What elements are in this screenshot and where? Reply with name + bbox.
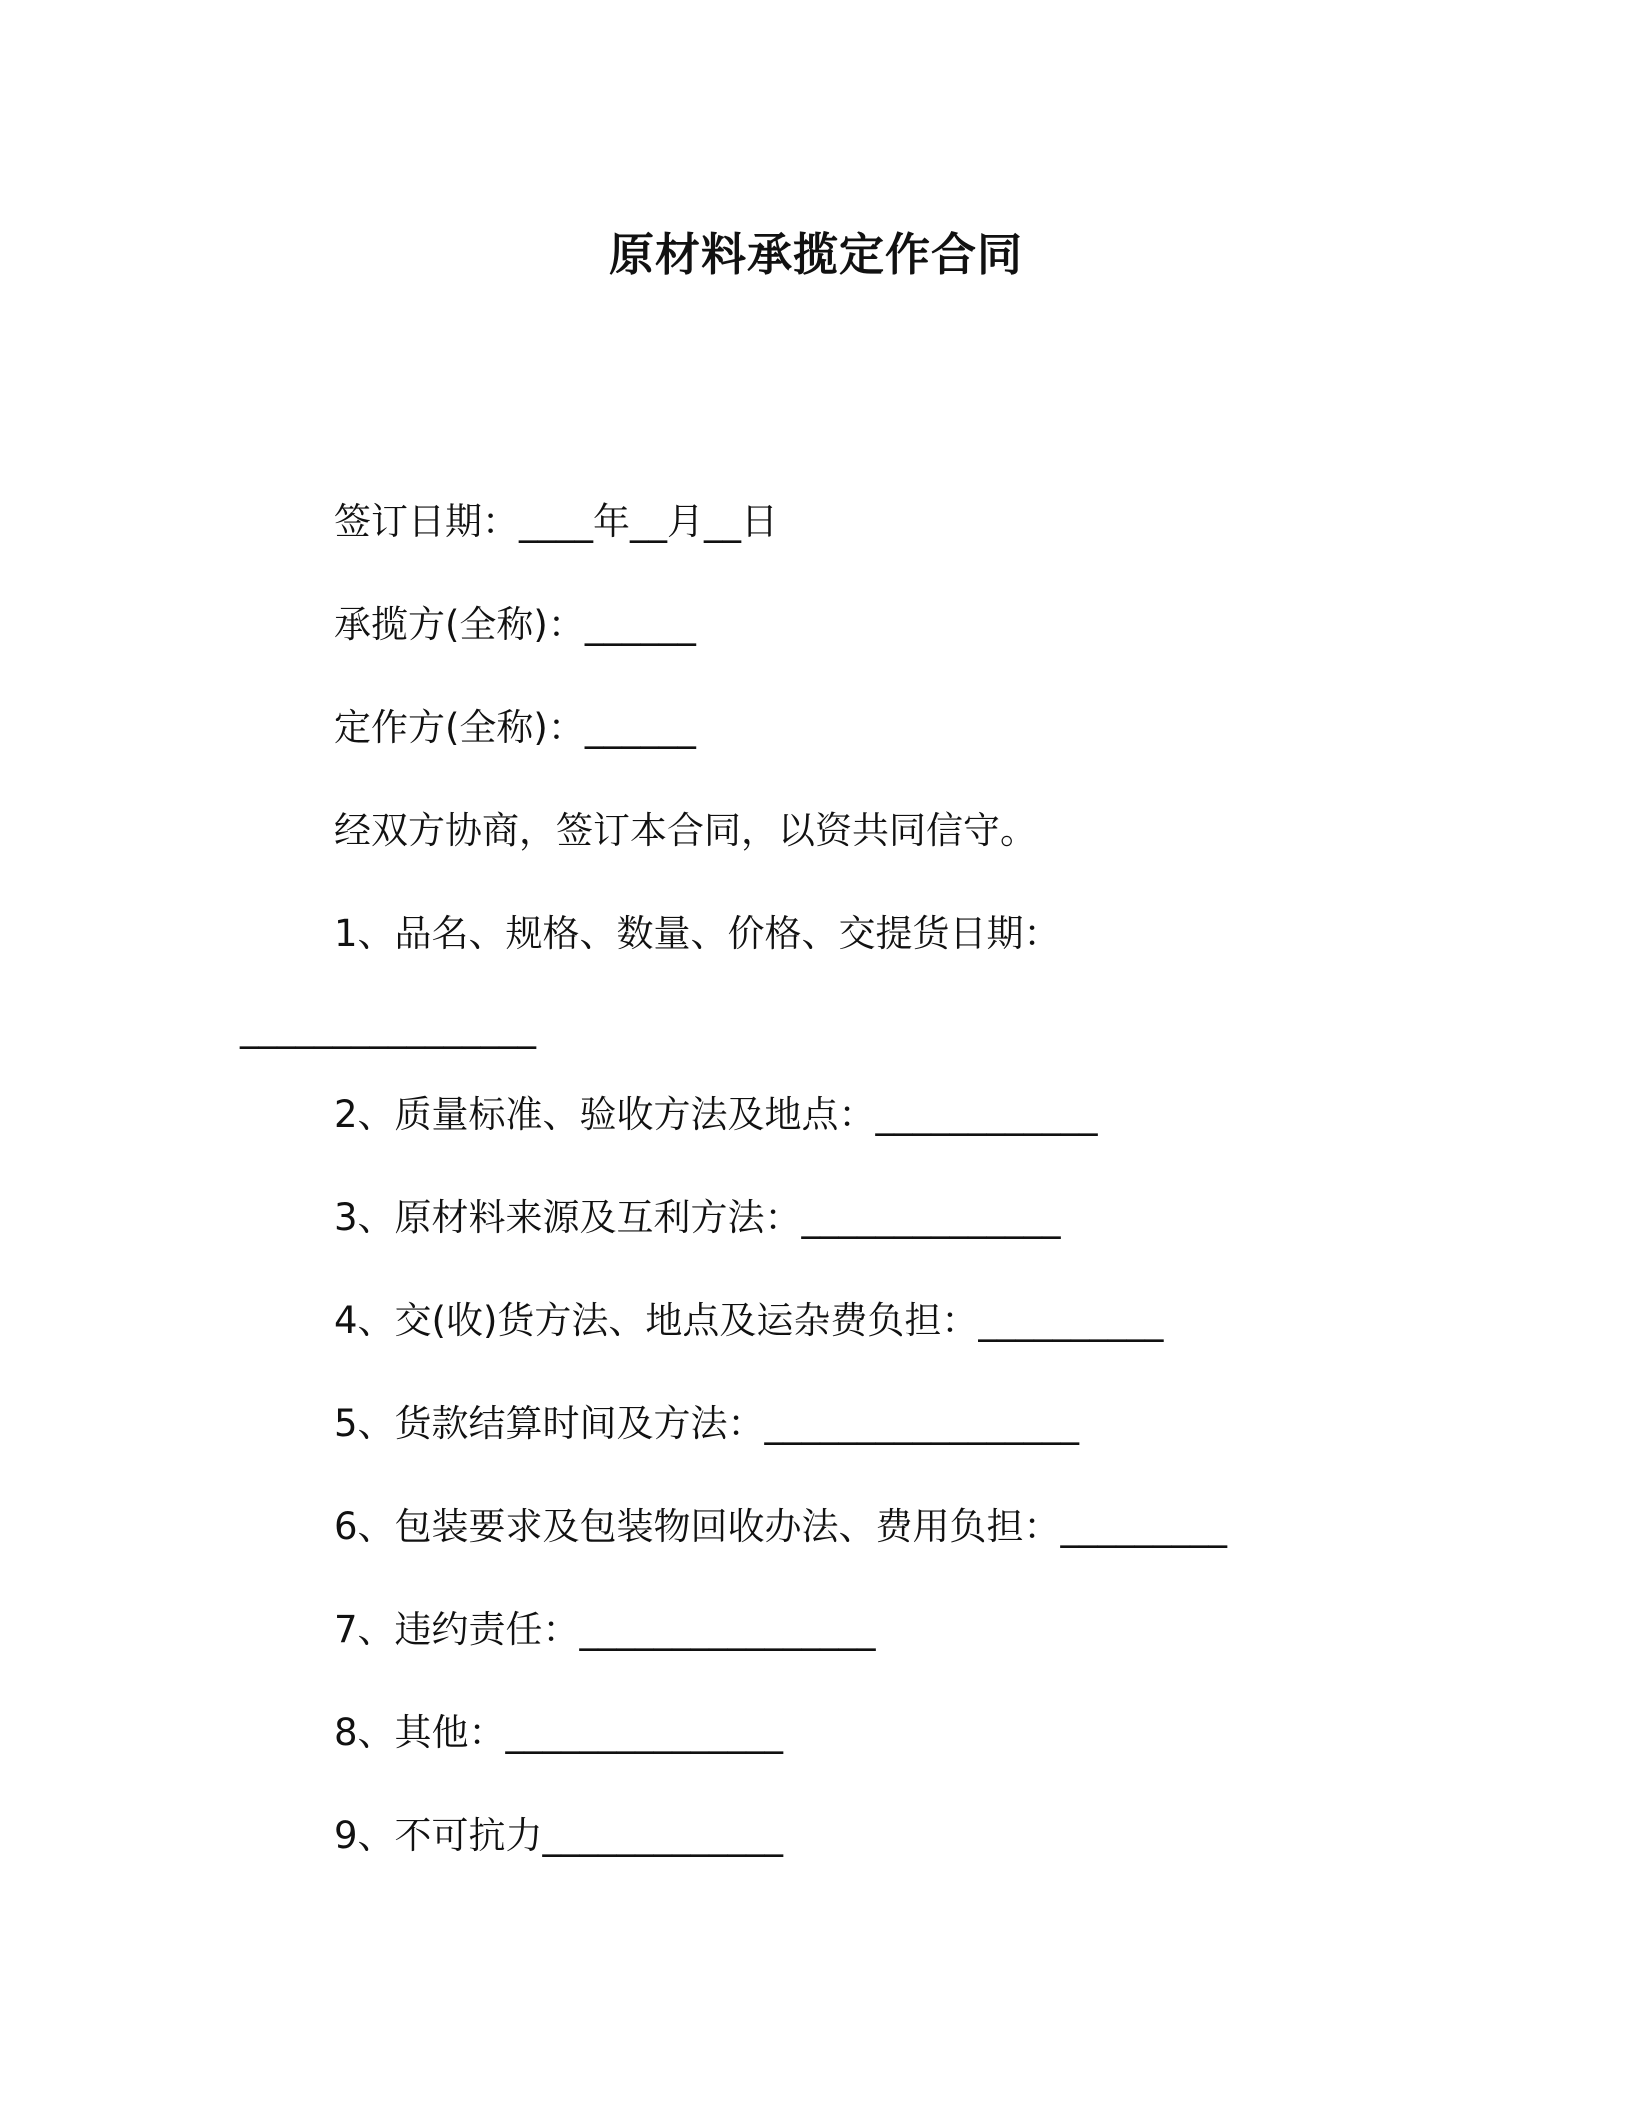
- clause-8-blank: _______________: [505, 1711, 784, 1754]
- clause-6-label: 6、包装要求及包装物回收办法、费用负担：: [334, 1505, 1061, 1548]
- ordering-party-blank: ______: [584, 706, 696, 749]
- clause-2-label: 2、质量标准、验收方法及地点：: [334, 1093, 876, 1136]
- clause-2-blank: ____________: [875, 1093, 1098, 1136]
- intro-paragraph: 经双方协商，签订本合同，以资共同信守。: [334, 809, 1037, 852]
- contractor-blank: ______: [584, 603, 696, 646]
- clause-7-label: 7、违约责任：: [334, 1608, 580, 1651]
- clause-5: [334, 1399, 1079, 1449]
- sign-date-label: 签订日期：: [334, 500, 519, 543]
- clause-9: [334, 1811, 783, 1861]
- clause-4-label: 4、交(收)货方法、地点及运杂费负担：: [334, 1299, 979, 1342]
- clause-1-blank: ________________: [240, 1006, 536, 1049]
- clause-7-blank: ________________: [579, 1608, 876, 1651]
- ordering-party-label: 定作方(全称)：: [334, 706, 585, 749]
- clause-6-blank: _________: [1060, 1505, 1228, 1548]
- clause-9-label: 9、不可抗力: [334, 1814, 543, 1857]
- contractor-line: [334, 600, 696, 650]
- clause-3: [334, 1193, 1061, 1243]
- clause-8-label: 8、其他：: [334, 1711, 506, 1754]
- clause-6: [334, 1502, 1227, 1552]
- clause-1-label: 1、品名、规格、数量、价格、交提货日期：: [334, 912, 1061, 955]
- clause-4-blank: __________: [978, 1299, 1164, 1342]
- clause-5-label: 5、货款结算时间及方法：: [334, 1402, 765, 1445]
- contractor-label: 承揽方(全称)：: [334, 603, 585, 646]
- clause-4: [334, 1296, 1163, 1346]
- sign-date-line: [334, 497, 778, 547]
- document-title: 原材料承揽定作合同: [608, 228, 1023, 281]
- clause-9-blank: _____________: [542, 1814, 784, 1857]
- ordering-party-line: [334, 703, 696, 753]
- sign-date-blank: ____年__月__日: [519, 500, 778, 543]
- clause-8: [334, 1708, 783, 1758]
- clause-5-blank: _________________: [764, 1402, 1080, 1445]
- clause-3-blank: ______________: [801, 1196, 1061, 1239]
- clause-7: [334, 1605, 876, 1655]
- clause-2: [334, 1090, 1098, 1140]
- clause-3-label: 3、原材料来源及互利方法：: [334, 1196, 802, 1239]
